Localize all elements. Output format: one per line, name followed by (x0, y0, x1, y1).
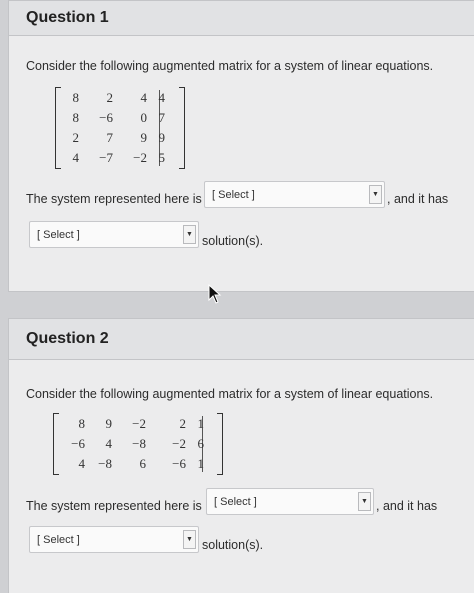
augmented-matrix (53, 413, 223, 475)
chevron-down-icon[interactable]: ▼ (358, 492, 371, 511)
matrix-entry: −2 (133, 150, 147, 165)
matrix-entry: −8 (132, 436, 146, 451)
matrix-entry: 6 (197, 436, 204, 451)
question-title: Question 1 (9, 1, 474, 36)
select-value: [ Select ] (37, 533, 80, 546)
matrix-entry: 1 (197, 456, 204, 471)
matrix-entry: 0 (140, 110, 147, 125)
matrix-entry: 5 (158, 150, 165, 165)
question-prompt: Consider the following augmented matrix for a system of linear equations. (26, 59, 434, 73)
solutions-suffix: solution(s). (202, 234, 264, 248)
matrix-entry: 6 (139, 456, 146, 471)
matrix-entry: 2 (72, 130, 79, 145)
matrix-entry: −6 (172, 456, 186, 471)
solution-count-select[interactable] (29, 526, 199, 553)
right-bracket (179, 87, 185, 169)
statement-text-after: , and it has (387, 192, 449, 206)
matrix-entry: −2 (172, 436, 186, 451)
statement-text: The system represented here is (26, 499, 202, 513)
matrix-row (57, 414, 204, 434)
select-value: [ Select ] (212, 188, 255, 201)
solutions-suffix: solution(s). (202, 538, 264, 552)
mouse-pointer-icon (208, 284, 222, 304)
chevron-down-icon[interactable]: ▼ (183, 225, 196, 244)
matrix-entry: 7 (158, 110, 165, 125)
matrix-row (59, 128, 165, 148)
question-1-card (8, 0, 474, 292)
matrix-entry: 4 (78, 456, 85, 471)
matrix-row (59, 148, 165, 168)
question-title: Question 2 (9, 319, 474, 360)
question-prompt: Consider the following augmented matrix for a system of linear equations. (26, 387, 434, 401)
system-type-select[interactable] (206, 488, 374, 515)
matrix-entry: 4 (72, 150, 79, 165)
matrix-entry: −8 (98, 456, 112, 471)
matrix-entry: 9 (140, 130, 147, 145)
matrix-entry: −7 (99, 150, 113, 165)
matrix-entry: 7 (106, 130, 113, 145)
statement-text: The system represented here is (26, 192, 202, 206)
matrix-row (59, 108, 165, 128)
matrix-entry: 8 (78, 416, 85, 431)
matrix-row (57, 434, 204, 454)
matrix-entry: 4 (140, 90, 147, 105)
matrix-entry: 9 (105, 416, 112, 431)
system-type-select[interactable] (204, 181, 385, 208)
matrix-row (57, 454, 204, 474)
matrix-entry: 8 (72, 90, 79, 105)
statement-text-after: , and it has (376, 499, 438, 513)
chevron-down-icon[interactable]: ▼ (369, 185, 382, 204)
matrix-entry: −6 (99, 110, 113, 125)
matrix-entry: −6 (71, 436, 85, 451)
chevron-down-icon[interactable]: ▼ (183, 530, 196, 549)
matrix-entry: 9 (158, 130, 165, 145)
matrix-entry: 4 (158, 90, 165, 105)
select-value: [ Select ] (37, 228, 80, 241)
augmented-matrix (55, 87, 185, 169)
matrix-entry: 4 (105, 436, 112, 451)
question-2-card (8, 318, 474, 593)
matrix-row (59, 88, 165, 108)
select-value: [ Select ] (214, 495, 257, 508)
matrix-entry: −2 (132, 416, 146, 431)
matrix-entry: 1 (197, 416, 204, 431)
solution-count-select[interactable] (29, 221, 199, 248)
matrix-entry: 2 (179, 416, 186, 431)
right-bracket (217, 413, 223, 475)
matrix-entry: 2 (106, 90, 113, 105)
matrix-entry: 8 (72, 110, 79, 125)
